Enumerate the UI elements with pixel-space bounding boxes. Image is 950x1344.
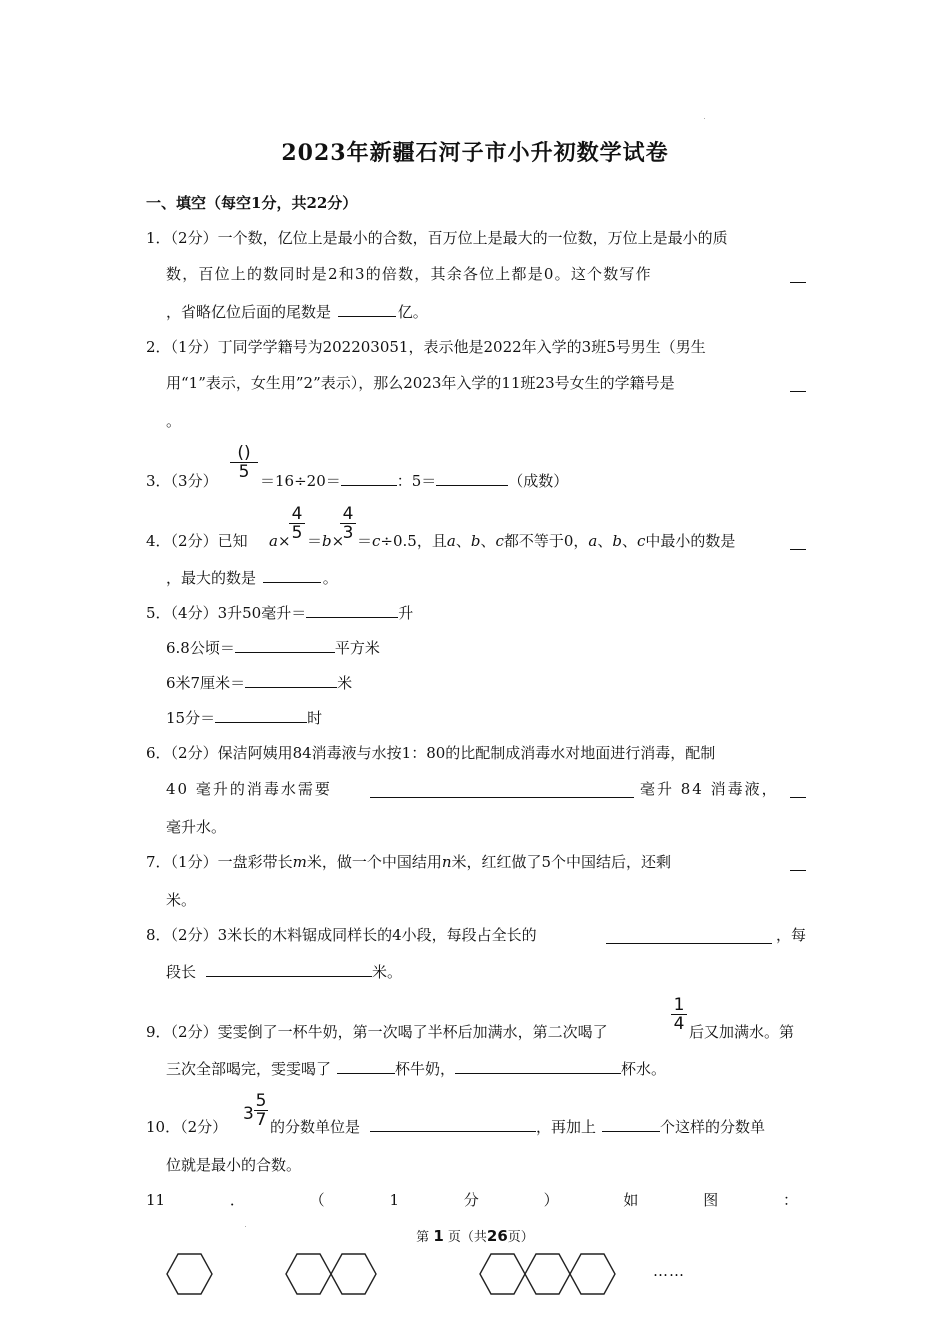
q10-prefix: 10．（2分） [146, 1118, 228, 1136]
q3-line [260, 471, 568, 491]
q1-line2: 数，百位上的数同时是2和3的倍数，其余各位上都是0。这个数写作 [166, 265, 652, 283]
q4-var-c-3: c [637, 532, 646, 550]
q4-eq-2: ＝ [357, 532, 373, 550]
q1-line3-unit: 亿。 [397, 303, 428, 321]
q2-line3: 。 [166, 412, 182, 430]
q5-blank-4 [215, 708, 307, 723]
q4-line1-rest [357, 531, 735, 551]
q11-part: （ [309, 1191, 325, 1209]
q8-blank-1 [606, 929, 772, 944]
q5-blank-2 [235, 638, 335, 653]
q1-line1: 1．（2分）一个数，亿位上是最小的合数，百万位上是最大的一位数，万位上是最小的质 [146, 229, 728, 247]
q4-times-1: × [277, 532, 291, 550]
q3-blank-2 [436, 471, 508, 486]
q8-l2-text: 段长 [166, 963, 197, 981]
q9-blank-2 [455, 1059, 621, 1074]
hexagon-figure-3 [470, 1244, 630, 1308]
q5-l4-unit: 时 [307, 709, 323, 727]
q10-fraction [254, 1092, 268, 1129]
q4-fraction-2 [340, 505, 356, 542]
q5-blank-1 [306, 603, 398, 618]
q8-line1a: 8．（2分）3米长的木料锯成同样长的4小段，每段占全长的 [146, 926, 537, 944]
q9-l2-text-a: 三次全部喝完，雯雯喝了 [166, 1060, 332, 1078]
q3-fraction [230, 444, 258, 481]
q2-line2: 用“1”表示，女生用”2”表示），那么2023年入学的11班23号女生的学籍号是 [166, 374, 675, 392]
q7-var-m: m [292, 853, 307, 871]
q10-frac-den: 7 [255, 1110, 267, 1130]
q4-prefix: 4．（2分）已知 [146, 532, 248, 550]
q6-blank-1 [370, 783, 634, 798]
q6-line2b: 毫升 84 消毒液， [640, 780, 779, 798]
q1-blank-2 [338, 302, 396, 317]
q9-line1a: 9．（2分）雯雯倒了一杯牛奶，第一次喝了半杯后加满水，第二次喝了 [146, 1023, 608, 1041]
q10-frac-num: 5 [255, 1091, 267, 1111]
page-title: 2023年新疆石河子市小升初数学试卷 [281, 140, 669, 166]
q4-var-a-3: a [588, 532, 598, 550]
footer-total-pages: 26 [486, 1227, 508, 1245]
section-heading: 一、填空（每空1分，共22分） [146, 194, 358, 212]
q5-l3-unit: 米 [337, 674, 353, 692]
q11-part: ． [229, 1191, 245, 1209]
q4-tail-5: 中最小的数是 [645, 532, 736, 550]
q5-l1-text: 5．（4分）3升50毫升＝ [146, 604, 307, 622]
q3-text-a: ＝16÷20＝ [260, 472, 341, 490]
q6-line2a: 40 毫升的消毒水需要 [166, 780, 332, 798]
q8-l2-unit: 米。 [372, 963, 403, 981]
q3-blank-1 [341, 471, 397, 486]
q10-text-b: ，再加上 [536, 1118, 597, 1136]
q7-blank [790, 856, 806, 871]
q4-eq-1: ＝ [307, 532, 323, 550]
q5-l2-unit: 平方米 [334, 639, 380, 657]
q5-l2-text: 6.8公顷＝ [166, 639, 235, 657]
q4-line2 [166, 568, 338, 588]
footer-mid: 页（共 [447, 1230, 487, 1245]
q9-frac-den: 4 [673, 1014, 685, 1034]
q10-whole: 3 [243, 1104, 254, 1124]
q4-var-c-2: c [495, 532, 504, 550]
q5-line4 [166, 708, 322, 728]
q5-l3-text: 6米7厘米＝ [166, 674, 246, 692]
q11-part: 分 [463, 1191, 479, 1209]
q11-part: 11 [146, 1191, 166, 1209]
q7-text-a: 7．（1分）一盘彩带长 [146, 853, 293, 871]
q1-blank-1 [790, 268, 806, 283]
q4-line2-end: 。 [322, 569, 338, 587]
footer-post: 页） [507, 1230, 534, 1245]
q4-var-b: b [322, 532, 332, 550]
q5-l1-unit: 升 [398, 604, 414, 622]
q4-times-2: × [331, 532, 345, 550]
q4-frac1-num: 4 [291, 504, 303, 524]
q3-text-b: ：5＝ [396, 472, 437, 490]
q7-line1 [146, 852, 671, 872]
q4-var-b-2: b [470, 532, 481, 550]
q4-sep-3: 、 [597, 532, 613, 550]
q4-line2-text: ，最大的数是 [166, 569, 257, 587]
q1-line3 [166, 302, 428, 322]
q4-blank-1 [790, 535, 806, 550]
q3-frac-num: () [237, 443, 251, 463]
q11-part: 1 [389, 1191, 400, 1209]
q7-var-n: n [441, 853, 452, 871]
figure-ellipsis: …… [653, 1262, 685, 1280]
q9-blank-1 [337, 1059, 395, 1074]
q4-frac2-num: 4 [342, 504, 354, 524]
q4-var-a: a [269, 532, 278, 550]
q4-sep-4: 、 [621, 532, 637, 550]
q4-var-c: c [372, 532, 381, 550]
q6-line3: 毫升水。 [166, 818, 227, 836]
q11-part: ） [543, 1191, 559, 1209]
q4-b-times [307, 531, 344, 551]
q8-blank-2 [206, 962, 372, 977]
q2-line1: 2．（1分）丁同学学籍号为202203051，表示他是2022年入学的3班5号男生（男生 [146, 338, 706, 356]
q4-frac1-den: 5 [291, 523, 303, 543]
footer-page-number: 1 [433, 1227, 444, 1245]
q1-line3-text: ，省略亿位后面的尾数是 [166, 303, 332, 321]
q11-line [146, 1190, 798, 1210]
q3-frac-den: 5 [238, 462, 250, 482]
q5-line1 [146, 603, 413, 623]
q10-blank-1 [370, 1117, 536, 1132]
q7-text-b: 米，做一个中国结用 [306, 853, 442, 871]
scan-speck [245, 1226, 246, 1227]
q5-blank-3 [245, 673, 337, 688]
q3-text-c: （成数） [508, 472, 569, 490]
q5-l4-text: 15分＝ [166, 709, 216, 727]
q4-blank-2 [263, 568, 321, 583]
q10-line1 [270, 1117, 765, 1137]
q9-l2-text-b: 杯牛奶， [395, 1060, 456, 1078]
q2-blank [790, 377, 806, 392]
q9-line2 [166, 1059, 666, 1079]
q4-tail-1: ÷0.5，且 [380, 532, 447, 550]
q4-sep-1: 、 [455, 532, 471, 550]
page-footer [0, 1226, 950, 1245]
q4-tail-4: 都不等于0， [503, 532, 589, 550]
q10-text-a: 的分数单位是 [270, 1118, 361, 1136]
footer-pre: 第 [416, 1230, 430, 1245]
q7-line2: 米。 [166, 891, 197, 909]
q9-fraction [671, 996, 687, 1033]
q3-prefix: 3．（3分） [146, 472, 218, 490]
q9-frac-num: 1 [673, 995, 685, 1015]
q6-line1: 6．（2分）保洁阿姨用84消毒液与水按1：80的比配制成消毒水对地面进行消毒，配制 [146, 744, 716, 762]
q7-text-c: 米，红红做了5个中国结后，还剩 [451, 853, 672, 871]
q4-var-b-3: b [612, 532, 622, 550]
q11-part: 图 [703, 1191, 719, 1209]
q10-blank-2 [602, 1117, 660, 1132]
q4-a-times [269, 531, 291, 551]
q11-part: 如 [623, 1191, 639, 1209]
q10-text-c: 个这样的分数单 [660, 1118, 766, 1136]
q4-sep-2: 、 [480, 532, 496, 550]
q9-line1b: 后又加满水。第 [689, 1023, 795, 1041]
hexagon-figure-2 [286, 1254, 376, 1294]
q4-var-a-2: a [446, 532, 456, 550]
q6-blank-2 [790, 783, 806, 798]
q9-l2-text-c: 杯水。 [621, 1060, 667, 1078]
q5-line3 [166, 673, 352, 693]
q8-line1b: ，每 [776, 926, 807, 944]
q4-frac2-den: 3 [342, 523, 354, 543]
q10-line2: 位就是最小的合数。 [166, 1156, 302, 1174]
hexagon-figure-1 [167, 1254, 212, 1294]
scan-speck [704, 118, 705, 119]
q5-line2 [166, 638, 380, 658]
q11-part: ： [782, 1191, 798, 1209]
q4-fraction-1 [289, 505, 305, 542]
q8-line2 [166, 962, 402, 982]
